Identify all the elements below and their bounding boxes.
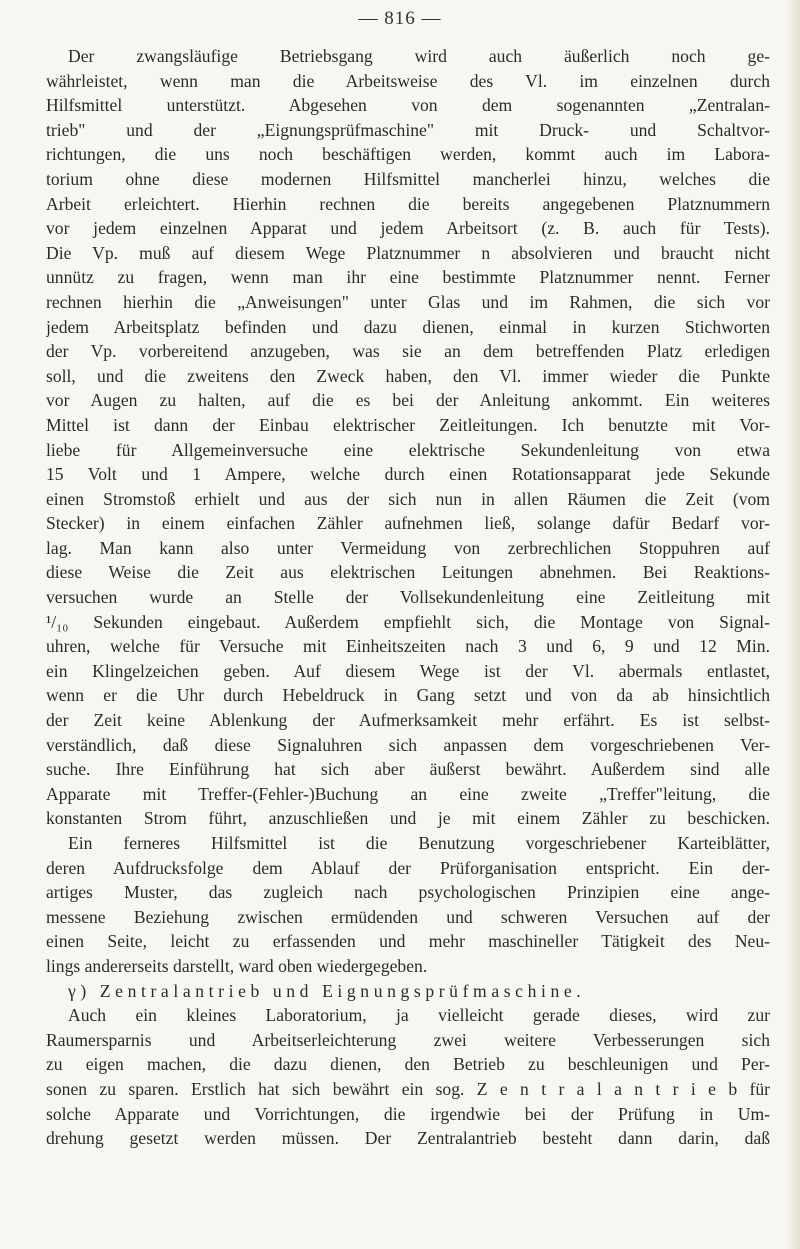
section-heading: γ) Zentralantrieb und Eignungsprüfmaschine. <box>68 980 586 1001</box>
text-line: einen Stromstoß erhielt und aus der sich nun in allen Räumen die Zeit (vom <box>46 488 770 509</box>
text-line: Die Vp. muß auf diesem Wege Platznummer n absolvieren und braucht nicht <box>46 242 770 263</box>
text-line: messene Beziehung zwischen ermüdenden und schweren Versuchen auf der <box>46 906 770 927</box>
text-line: Hilfsmittel unterstützt. Abgesehen von dem sogenannten „Zentralan- <box>46 95 770 116</box>
text-line: der Vp. vorbereitend anzugeben, was sie an dem betreffenden Platz erledigen <box>46 341 770 362</box>
text-line: ein Klingelzeichen geben. Auf diesem Wege ist der Vl. abermals entlastet, <box>46 660 770 681</box>
text-line: versuchen wurde an Stelle der Vollsekundenleitung eine Zeitleitung mit <box>46 587 770 608</box>
text-line: solche Apparate und Vorrichtungen, die irgendwie bei der Prüfung in Um- <box>46 1103 770 1124</box>
text-line: richtungen, die uns noch beschäftigen werden, kommt auch im Labora- <box>46 144 770 165</box>
text-line: lag. Man kann also unter Vermeidung von zerbrechlichen Stoppuhren auf <box>46 537 770 558</box>
text-line: zu eigen machen, die dazu dienen, den Betrieb zu beschleunigen und Per- <box>46 1054 770 1075</box>
page-number: — 816 — <box>358 8 442 29</box>
text-line: Der zwangsläufige Betriebsgang wird auch äußerlich noch ge- <box>68 46 770 66</box>
text-line: Apparate mit Treffer-(Fehler-)Buchung an eine zweite „Treffer"leitung, die <box>46 783 770 804</box>
text-line: wenn er die Uhr durch Hebeldruck in Gang setzt und von da ab hinsichtlich <box>46 685 770 706</box>
text-line: drehung gesetzt werden müssen. Der Zentralantrieb besteht dann darin, daß <box>46 1128 770 1149</box>
text-line: uhren, welche für Versuche mit Einheitszeiten nach 3 und 6, 9 und 12 Min. <box>46 636 770 657</box>
text-line: konstanten Strom führt, anzuschließen und je mit einem Zähler zu beschicken. <box>46 808 770 829</box>
text-line: Auch ein kleines Laboratorium, ja vielleicht gerade dieses, wird zur <box>68 1005 770 1026</box>
text-line: diese Weise die Zeit aus elektrischen Leitungen abnehmen. Bei Reaktions- <box>46 562 770 583</box>
text-line: liebe für Allgemeinversuche eine elektrische Sekundenleitung von etwa <box>46 439 770 460</box>
text-line: 15 Volt und 1 Ampere, welche durch einen Rotationsapparat jede Sekunde <box>46 464 770 485</box>
text-line: Ein ferneres Hilfsmittel ist die Benutzung vorgeschriebener Karteiblätter, <box>68 833 770 853</box>
text-line: trieb" und der „Eignungsprüfmaschine" mit Druck- und Schaltvor- <box>46 119 770 140</box>
text-line: ¹/₁₀ Sekunden eingebaut. Außerdem empfiehlt sich, die Montage von Signal- <box>46 611 770 632</box>
text-line: deren Aufdrucksfolge dem Ablauf der Prüforganisation entspricht. Ein der- <box>46 857 770 878</box>
text-line: Mittel ist dann der Einbau elektrischer Zeitleitungen. Ich benutzte mit Vor- <box>46 414 770 435</box>
text-line: unnütz zu fragen, wenn man ihr eine bestimmte Platznummer nennt. Ferner <box>46 267 770 288</box>
text-line: suche. Ihre Einführung hat sich aber äußerst bewährt. Außerdem sind alle <box>46 759 770 780</box>
text-line: rechnen hierhin die „Anweisungen" unter Glas und im Rahmen, die sich vor <box>46 291 770 312</box>
text-line: sonen zu sparen. Erstlich hat sich bewährt ein sog. Z e n t r a l a n t r i e b für <box>46 1078 770 1099</box>
text-line: artiges Muster, das zugleich nach psychologischen Prinzipien eine ange- <box>46 882 770 903</box>
text-line: jedem Arbeitsplatz befinden und dazu dienen, einmal in kurzen Stichworten <box>46 316 770 337</box>
text-line: Stecker) in einem einfachen Zähler aufnehmen ließ, solange dafür Bedarf vor- <box>46 513 770 534</box>
text-line: der Zeit keine Ablenkung der Aufmerksamkeit mehr erfährt. Es ist selbst- <box>46 710 770 731</box>
text-line: Arbeit erleichtert. Hierhin rechnen die bereits angegebenen Platznummern <box>46 193 770 214</box>
page-edge-shadow <box>786 0 800 1249</box>
text-line: einen Seite, leicht zu erfassenden und mehr maschineller Tätigkeit des Neu- <box>46 931 770 952</box>
text-line: lings andererseits darstellt, ward oben wiedergegeben. <box>46 955 428 976</box>
body-text <box>46 44 770 1151</box>
text-line: torium ohne diese modernen Hilfsmittel mancherlei hinzu, welches die <box>46 168 770 189</box>
text-line: währleistet, wenn man die Arbeitsweise des Vl. im einzelnen durch <box>46 70 770 91</box>
text-line: Raumersparnis und Arbeitserleichterung zwei weitere Verbesserungen sich <box>46 1029 770 1050</box>
text-line: soll, und die zweitens den Zweck haben, den Vl. immer wieder die Punkte <box>46 365 770 386</box>
text-line: vor Augen zu halten, auf die es bei der Anleitung ankommt. Ein weiteres <box>46 390 770 411</box>
text-line: vor jedem einzelnen Apparat und jedem Arbeitsort (z. B. auch für Tests). <box>46 218 770 239</box>
text-line: verständlich, daß diese Signaluhren sich anpassen dem vorgeschriebenen Ver- <box>46 734 770 755</box>
